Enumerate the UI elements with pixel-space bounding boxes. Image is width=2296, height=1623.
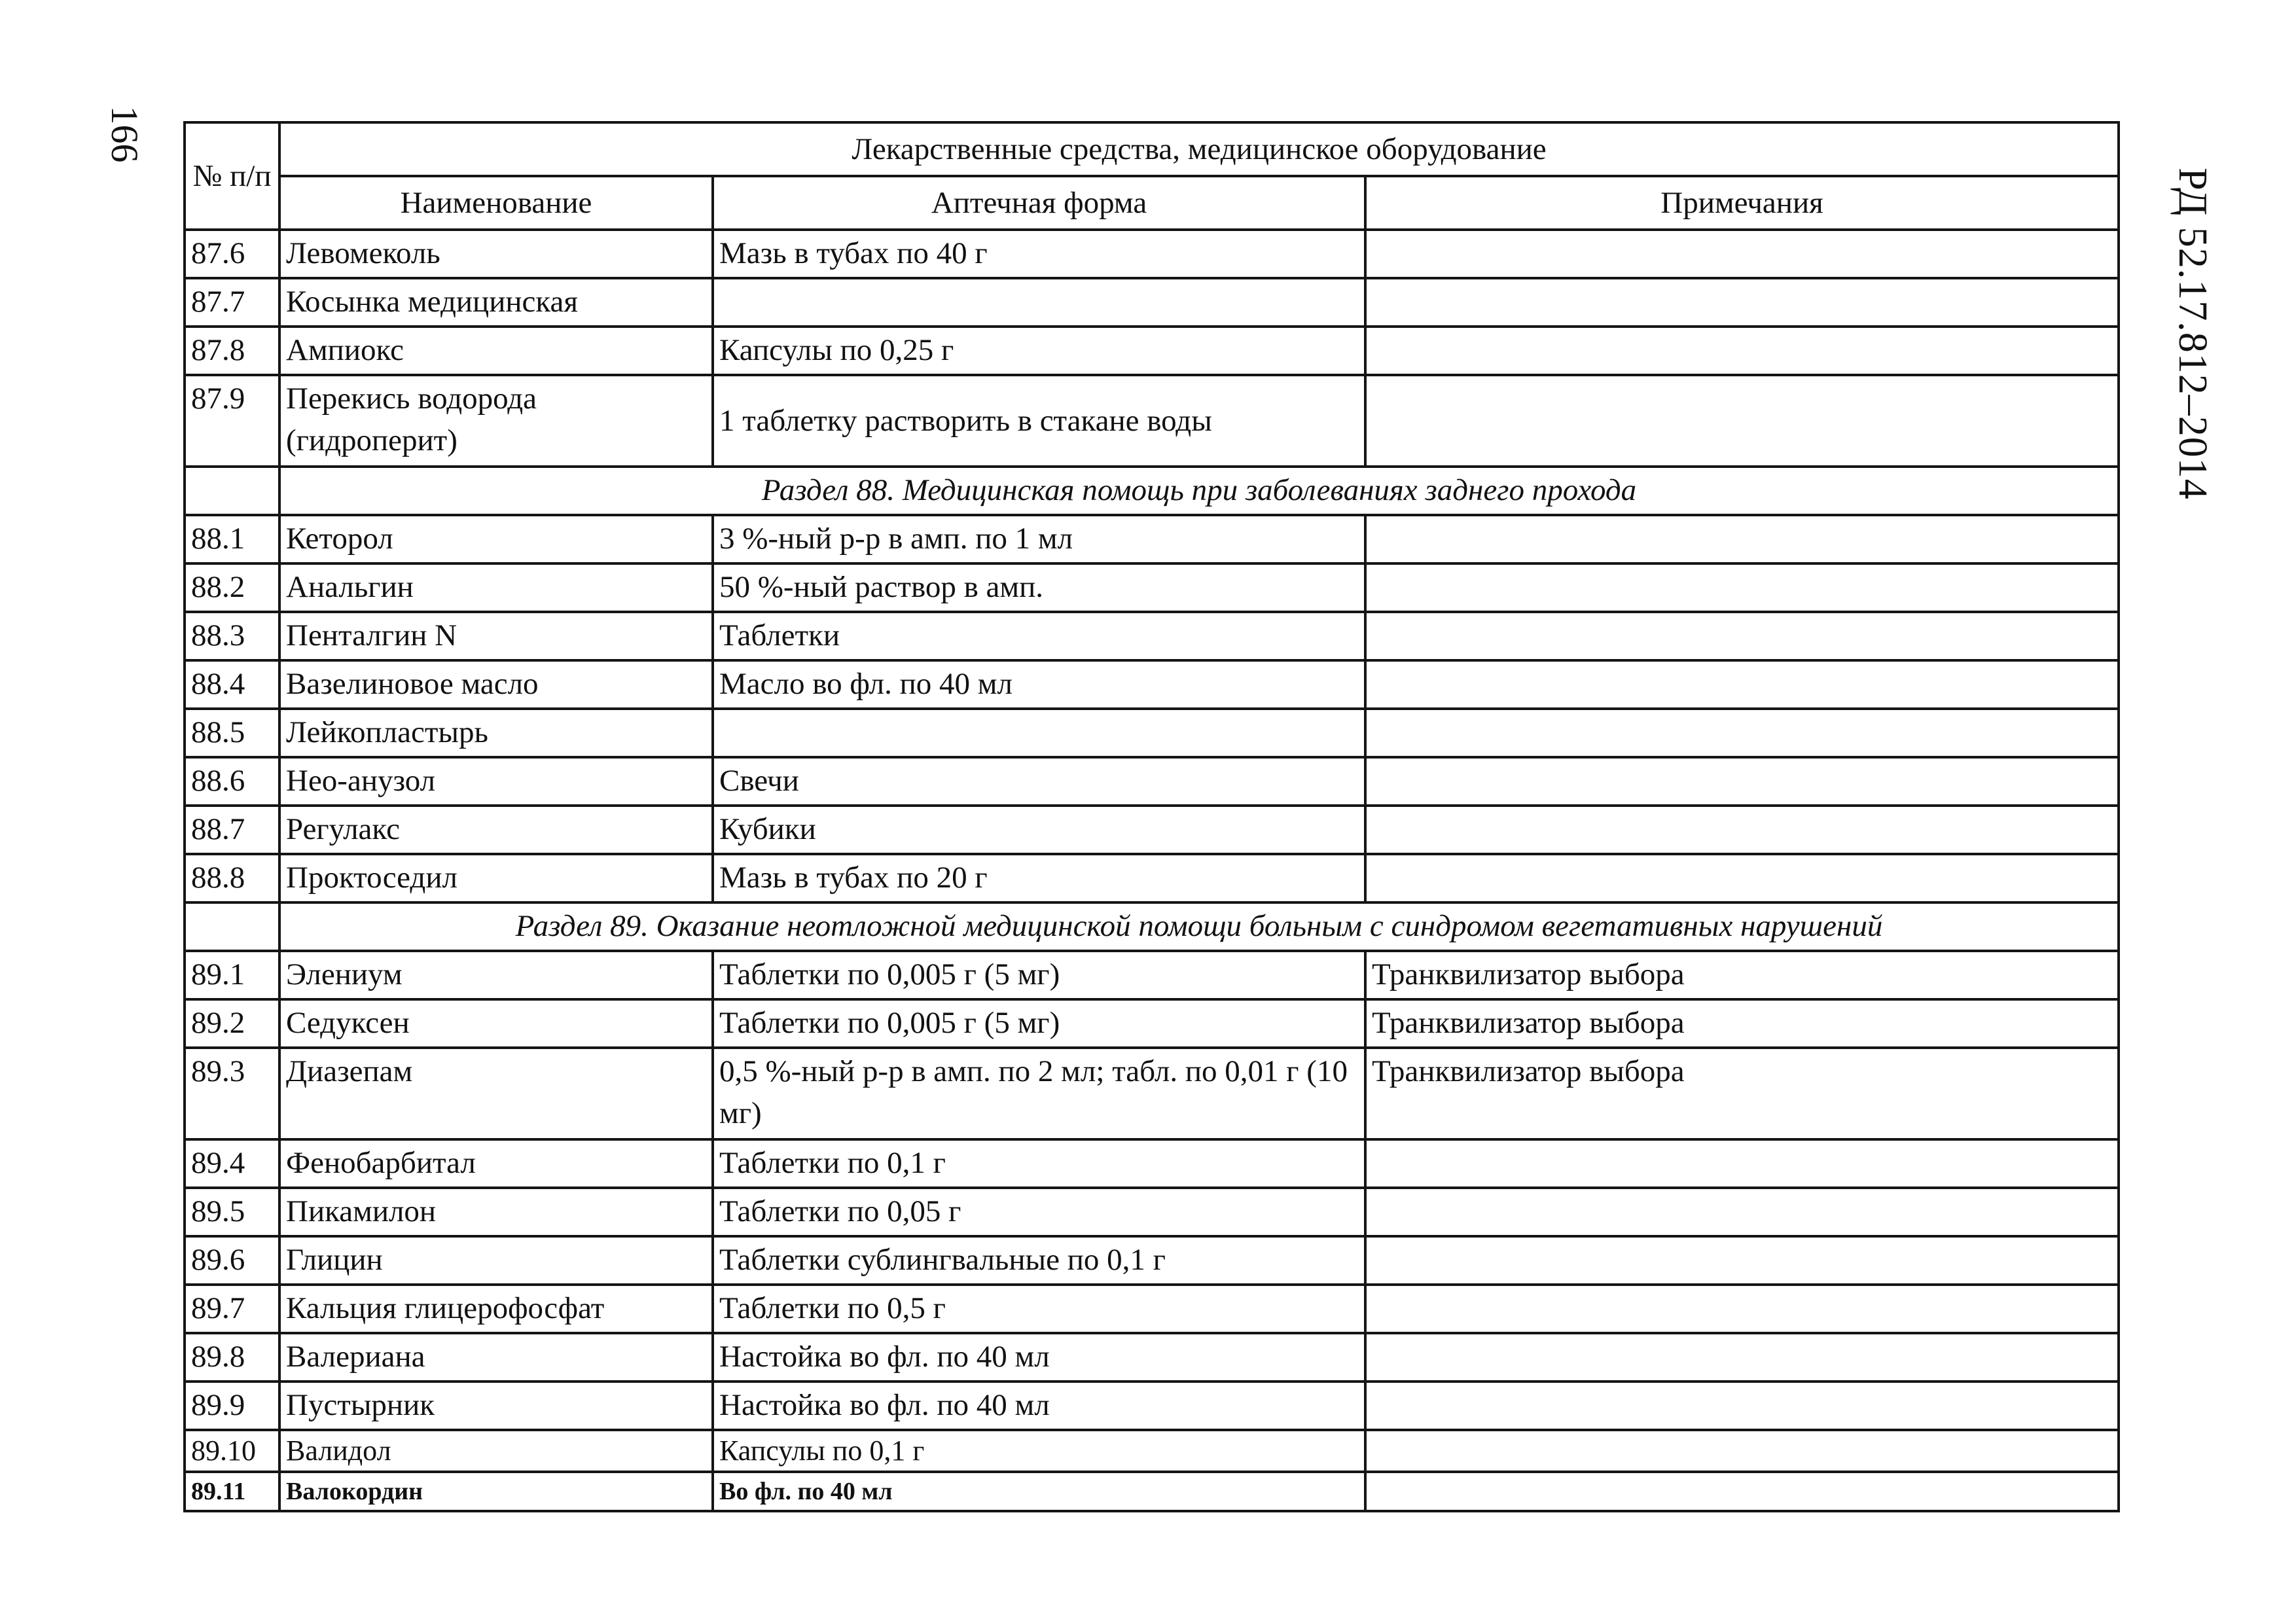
row-number: 89.6 [185,1236,279,1285]
row-name: Регулакс [279,806,713,854]
table-row [185,230,2119,278]
row-form: Во фл. по 40 мл [713,1472,1365,1511]
table-row [185,709,2119,757]
row-name: Диазепам [279,1048,713,1139]
row-number: 87.8 [185,327,279,375]
section-title: Раздел 89. Оказание неотложной медицинской помощи больным с синдромом вегетативных нарушений [279,902,2119,951]
row-name: Лейкопластырь [279,709,713,757]
row-number: 87.9 [185,375,279,467]
row-note [1365,1236,2119,1285]
row-number: 88.3 [185,612,279,660]
table-row [185,1048,2119,1139]
table-row [185,1333,2119,1382]
row-number: 87.6 [185,230,279,278]
row-note [1365,709,2119,757]
row-note [1365,327,2119,375]
header-form: Аптечная форма [713,176,1365,230]
row-note [1365,854,2119,902]
row-form: Таблетки по 0,1 г [713,1139,1365,1188]
row-note [1365,660,2119,709]
section-title: Раздел 88. Медицинская помощь при заболеваниях заднего прохода [279,467,2119,515]
table-row [185,1430,2119,1472]
row-name: Кеторол [279,515,713,563]
row-name: Валериана [279,1333,713,1382]
row-form: Свечи [713,757,1365,806]
table-row [185,612,2119,660]
row-number: 88.2 [185,563,279,612]
row-form: 1 таблетку растворить в стакане воды [713,375,1365,467]
row-name: Вазелиновое масло [279,660,713,709]
section-row [185,467,2119,515]
row-name: Левомеколь [279,230,713,278]
row-note [1365,1139,2119,1188]
row-form: Масло во фл. по 40 мл [713,660,1365,709]
row-number: 88.5 [185,709,279,757]
row-number: 89.2 [185,999,279,1048]
row-note [1365,1382,2119,1430]
section-number-cell [185,467,279,515]
table-row [185,1188,2119,1236]
row-number: 88.7 [185,806,279,854]
document-code: РД 52.17.812–2014 [2170,168,2215,500]
table-row [185,1236,2119,1285]
row-form: Кубики [713,806,1365,854]
row-form: Таблетки по 0,05 г [713,1188,1365,1236]
row-number: 89.7 [185,1285,279,1333]
row-number: 89.8 [185,1333,279,1382]
row-name: Нео-анузол [279,757,713,806]
row-name: Пустырник [279,1382,713,1430]
row-number: 89.3 [185,1048,279,1139]
table-row [185,1139,2119,1188]
row-name: Элениум [279,951,713,999]
table-row [185,563,2119,612]
section-row [185,902,2119,951]
row-form: Таблетки по 0,005 г (5 мг) [713,951,1365,999]
table-row [185,999,2119,1048]
row-number: 88.6 [185,757,279,806]
row-number: 89.11 [185,1472,279,1511]
row-note [1365,1333,2119,1382]
table-row [185,1382,2119,1430]
row-name: Проктоседил [279,854,713,902]
row-number: 88.4 [185,660,279,709]
row-note [1365,1285,2119,1333]
row-form: 0,5 %-ный р-р в амп. по 2 мл; табл. по 0,01 г (10 мг) [713,1048,1365,1139]
table-row [185,660,2119,709]
medicines-table [183,121,2120,1512]
row-number: 89.5 [185,1188,279,1236]
table-header-row [185,122,2119,176]
row-number: 88.1 [185,515,279,563]
row-form: Таблетки [713,612,1365,660]
row-form [713,278,1365,327]
table-subheader-row [185,176,2119,230]
row-note: Транквилизатор выбора [1365,999,2119,1048]
row-note [1365,563,2119,612]
table-row [185,1285,2119,1333]
row-name: Пикамилон [279,1188,713,1236]
row-number: 89.9 [185,1382,279,1430]
row-name: Кальция глицерофосфат [279,1285,713,1333]
row-note [1365,806,2119,854]
row-form: Таблетки сублингвальные по 0,1 г [713,1236,1365,1285]
row-note [1365,375,2119,467]
table-row [185,757,2119,806]
row-note [1365,757,2119,806]
section-number-cell [185,902,279,951]
row-name: Фенобарбитал [279,1139,713,1188]
row-form: 3 %-ный р-р в амп. по 1 мл [713,515,1365,563]
table-row [185,327,2119,375]
row-form: 50 %-ный раствор в амп. [713,563,1365,612]
row-form [713,709,1365,757]
header-number: № п/п [185,122,279,230]
row-name: Пенталгин N [279,612,713,660]
row-name: Ампиокс [279,327,713,375]
row-form: Капсулы по 0,1 г [713,1430,1365,1472]
header-name: Наименование [279,176,713,230]
row-form: Таблетки по 0,5 г [713,1285,1365,1333]
row-note [1365,1430,2119,1472]
row-number: 89.4 [185,1139,279,1188]
row-form: Мазь в тубах по 20 г [713,854,1365,902]
header-group: Лекарственные средства, медицинское оборудование [279,122,2119,176]
row-form: Мазь в тубах по 40 г [713,230,1365,278]
row-number: 88.8 [185,854,279,902]
table-row [185,854,2119,902]
row-name: Перекись водорода (гидроперит) [279,375,713,467]
row-number: 89.10 [185,1430,279,1472]
row-name: Валидол [279,1430,713,1472]
row-name: Косынка медицинская [279,278,713,327]
row-number: 89.1 [185,951,279,999]
row-form: Капсулы по 0,25 г [713,327,1365,375]
row-name: Глицин [279,1236,713,1285]
row-note: Транквилизатор выбора [1365,1048,2119,1139]
row-form: Настойка во фл. по 40 мл [713,1382,1365,1430]
row-note: Транквилизатор выбора [1365,951,2119,999]
row-form: Таблетки по 0,005 г (5 мг) [713,999,1365,1048]
row-note [1365,1472,2119,1511]
table-row [185,278,2119,327]
row-note [1365,1188,2119,1236]
table-row [185,806,2119,854]
row-number: 87.7 [185,278,279,327]
table-row [185,951,2119,999]
row-form: Настойка во фл. по 40 мл [713,1333,1365,1382]
page-number: 166 [103,105,146,163]
row-name: Анальгин [279,563,713,612]
row-note [1365,278,2119,327]
row-name: Валокордин [279,1472,713,1511]
row-name: Седуксен [279,999,713,1048]
header-note: Примечания [1365,176,2119,230]
table-row [185,1472,2119,1511]
row-note [1365,515,2119,563]
table-row [185,515,2119,563]
row-note [1365,230,2119,278]
row-note [1365,612,2119,660]
table-row [185,375,2119,467]
